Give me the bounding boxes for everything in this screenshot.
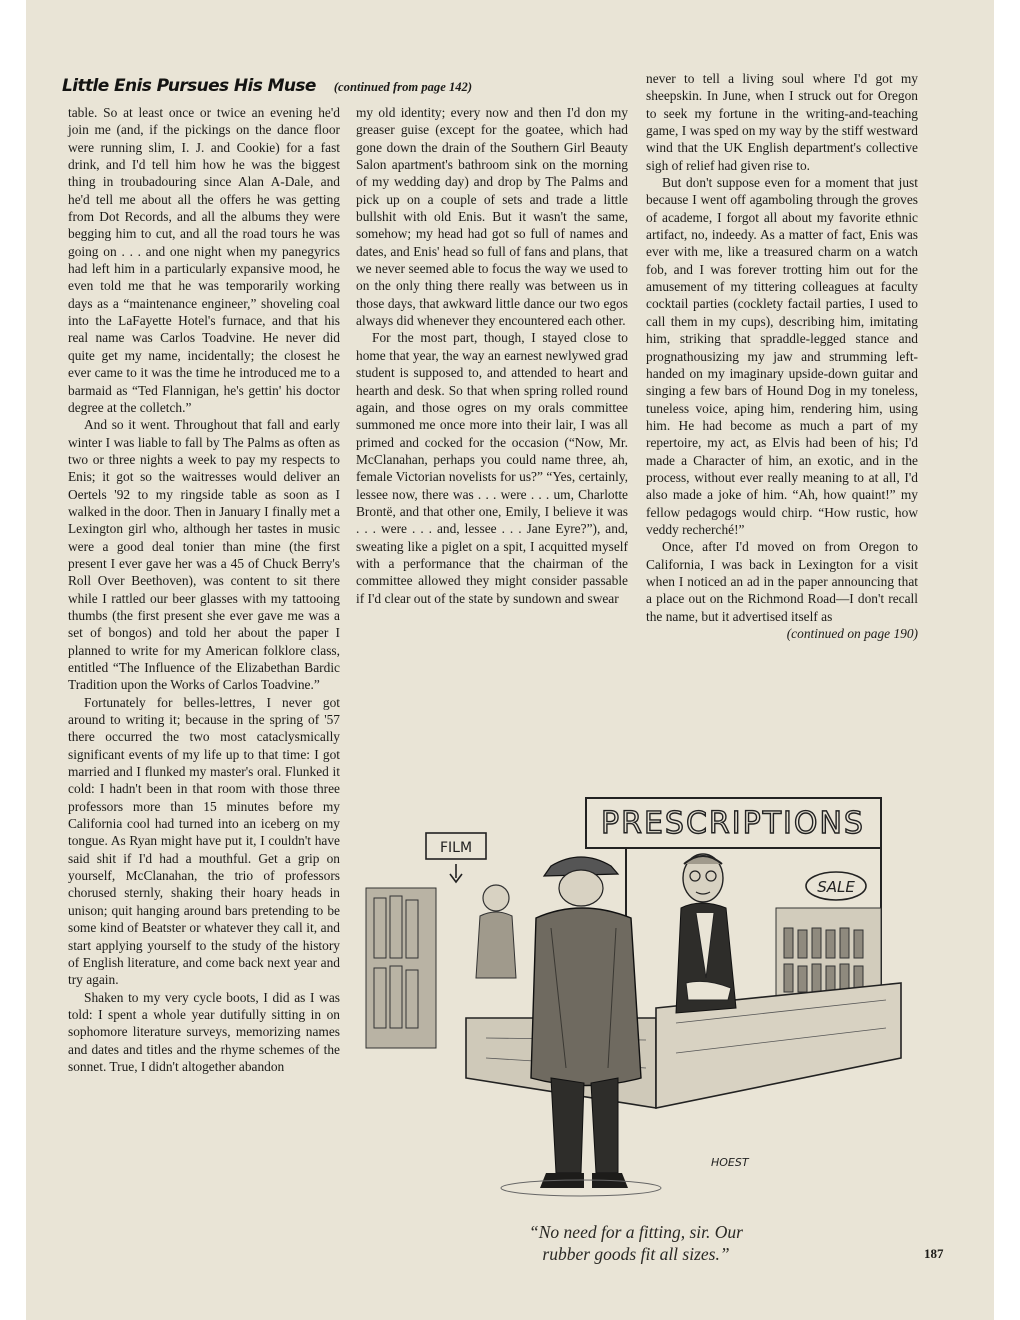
article-title: Little Enis Pursues His Muse	[62, 76, 316, 96]
continued-from-note: (continued from page 142)	[333, 80, 473, 94]
text-column-2	[356, 104, 628, 607]
text-column-1	[68, 104, 340, 1075]
cartoon-caption	[356, 1221, 916, 1265]
caption-line-1: “No need for a fitting, sir. Our	[529, 1222, 743, 1242]
prescriptions-sign: PRESCRIPTIONS	[601, 806, 865, 841]
paragraph: For the most part, though, I stayed close to home that year, the way an earnest newlywed grad student is supposed to, and attended to heart and hearth and desk. So that when spring rolled round again, and those ogres on my orals committee summoned me once more into their lair, I was all primed and cocked for the occasion (“Now, Mr. McClanahan, perhaps you could name three, ah, female Victorian novelists for us?” “Yes, certainly, lessee now, there was . . . were . . . um, Charlotte Brontë, and that other one, Emily, I believe it was . . . were . . . and, lessee . . . Jane Eyre?”), and, sweating like a piglet on a spit, I acquitted myself with a performance that the chairman of the committee allowed they might consider passable if I'd clear out of the state by sundown and swear	[356, 330, 628, 606]
paragraph: Once, after I'd moved on from Oregon to California, I was back in Lexington for a visit when I noticed an ad in the paper announcing that a place out on the Richmond Road—I don't recall the name, but it advertised itself as	[646, 539, 918, 624]
paragraph: Shaken to my very cycle boots, I did as I was told: I spent a whole year dutifully sitting in on sophomore literature surveys, memorizing names and dates and titles and the rhyme schemes of the sonnet. True, I didn't altogether abandon	[68, 989, 340, 1074]
article-header	[62, 76, 472, 96]
film-sign-text: FILM	[439, 840, 473, 856]
sale-sign-text: SALE	[817, 878, 855, 896]
paragraph: But don't suppose even for a moment that just because I went off agamboling through the groves of academe, I forgot all about my favorite ethnic artifact, no, indeedy. As a matter of fact, Enis was ever with me, like a treasured charm on a watch fob, and I was forever trotting him out for the amusement of my tittering colleagues at faculty cocktail parties (cocklety factail parties, I used to call them in my cups), describing him, imitating him, striking that spraddle-legged stance and prognathousizing my jaw and strumming left-handed on my imaginary upside-down guitar and singing a few bars of Hound Dog in my toneless, tuneless voice, aping him, rendering him, using him. He had become as much a part of my repertoire, my act, as Elvis had been of his; I'd made a Character of him, an exotic, and in the process, without ever really meaning to at all, I'd also made a joke of him. “Ah, how quaint!” my fellow pedagogs would chirp. “How rustic, how veddy recherché!”	[646, 175, 918, 537]
cartoonist-signature: HOEST	[711, 1156, 749, 1169]
paragraph: my old identity; every now and then I'd don my greaser guise (except for the goatee, which had gone down the drain of the Southern Girl Beauty Salon apartment's bathroom sink on the morning of my wedding day) and drop by The Palms and pick up on a couple of sets and trade a little bullshit with old Enis. But it wasn't the same, somehow; my head had got so full of names and dates, and Enis' head so full of fans and plans, that we never seemed able to focus the way we used to on the only thing there really was between us in those days, that awkward little dance our two egos always did whenever they encountered each other.	[356, 105, 628, 329]
paragraph: never to tell a living soul where I'd got my sheepskin. In June, when I struck out for Oregon to seek my fortune in the writing-and-teaching game, I was sped on my way by the stiff westward wind that the UK English department's collective sigh of relief had given rise to.	[646, 71, 918, 173]
magazine-page	[26, 0, 994, 1320]
paragraph: table. So at least once or twice an evening he'd join me (and, if the pickings on the dance floor were running slim, I. J. and Cookie) for a fast drink, and I'd tell him how he was the biggest thing in troubadouring since Alan A-Dale, and he'd tell me about all the offers he was getting from Dot Records, and all the albums they were begging him to cut, and all the road tours he was going on . . . and one night when my panegyrics had left him in a particularly expansive mood, he even told me that he was temporarily working days as a “maintenance engineer,” shoveling coal into the LaFayette Hotel's furnace, and that his real name was Carlos Toadvine. He never did quite get my name, incidentally; the closest he ever came to it was the time he introduced me to a barmaid as “Ted Flannigan, he's gettin' his doctor degree at the colletch.”	[68, 105, 340, 415]
continued-on-note: (continued on page 190)	[786, 626, 918, 641]
page-number: 187	[924, 1246, 944, 1261]
text-column-3	[646, 70, 918, 642]
cartoon-illustration	[356, 778, 916, 1208]
paragraph: Fortunately for belles-lettres, I never got around to writing it; because in the spring of '57 there occurred the two most cataclysmically significant events of my life up to that time: I got married and I flunked my master's oral. Flunked it cold: I hadn't been in that room with those three professors more than 15 minutes before my California cool had turned into an iceberg on my tongue. As Ryan might have put it, I couldn't have said shit if I'd had a mouthful. Get a grip on yourself, McClanahan, the trio of professors chorused sternly, shaking their hoary heads in unison; quit hanging around bars pretending to be some kind of Beatster or whatever they call it, and start applying yourself to the study of the history of English literature, and come back next year and try again.	[68, 694, 340, 988]
paragraph: And so it went. Throughout that fall and early winter I was liable to fall by The Palms as often as two or three nights a week to pay my respects to Enis; it got so the waitresses would deliver an Oertels '92 to my ringside table as soon as I walked in the door. Then in January I finally met a Lexington girl who, although her tastes in music were a good deal tonier than mine (the first present I ever gave her was a 45 of Chuck Berry's Roll Over Beethoven), was content to sit there while I rattled our beer glasses with my tattooing thumbs (the first present she ever gave me was a set of bongos) and told her about the paper I planned to write for my American folklore class, entitled “The Influence of the Elizabethan Bardic Tradition upon the Works of Carlos Toadvine.”	[68, 417, 340, 693]
caption-line-2: rubber goods fit all sizes.”	[542, 1244, 730, 1264]
